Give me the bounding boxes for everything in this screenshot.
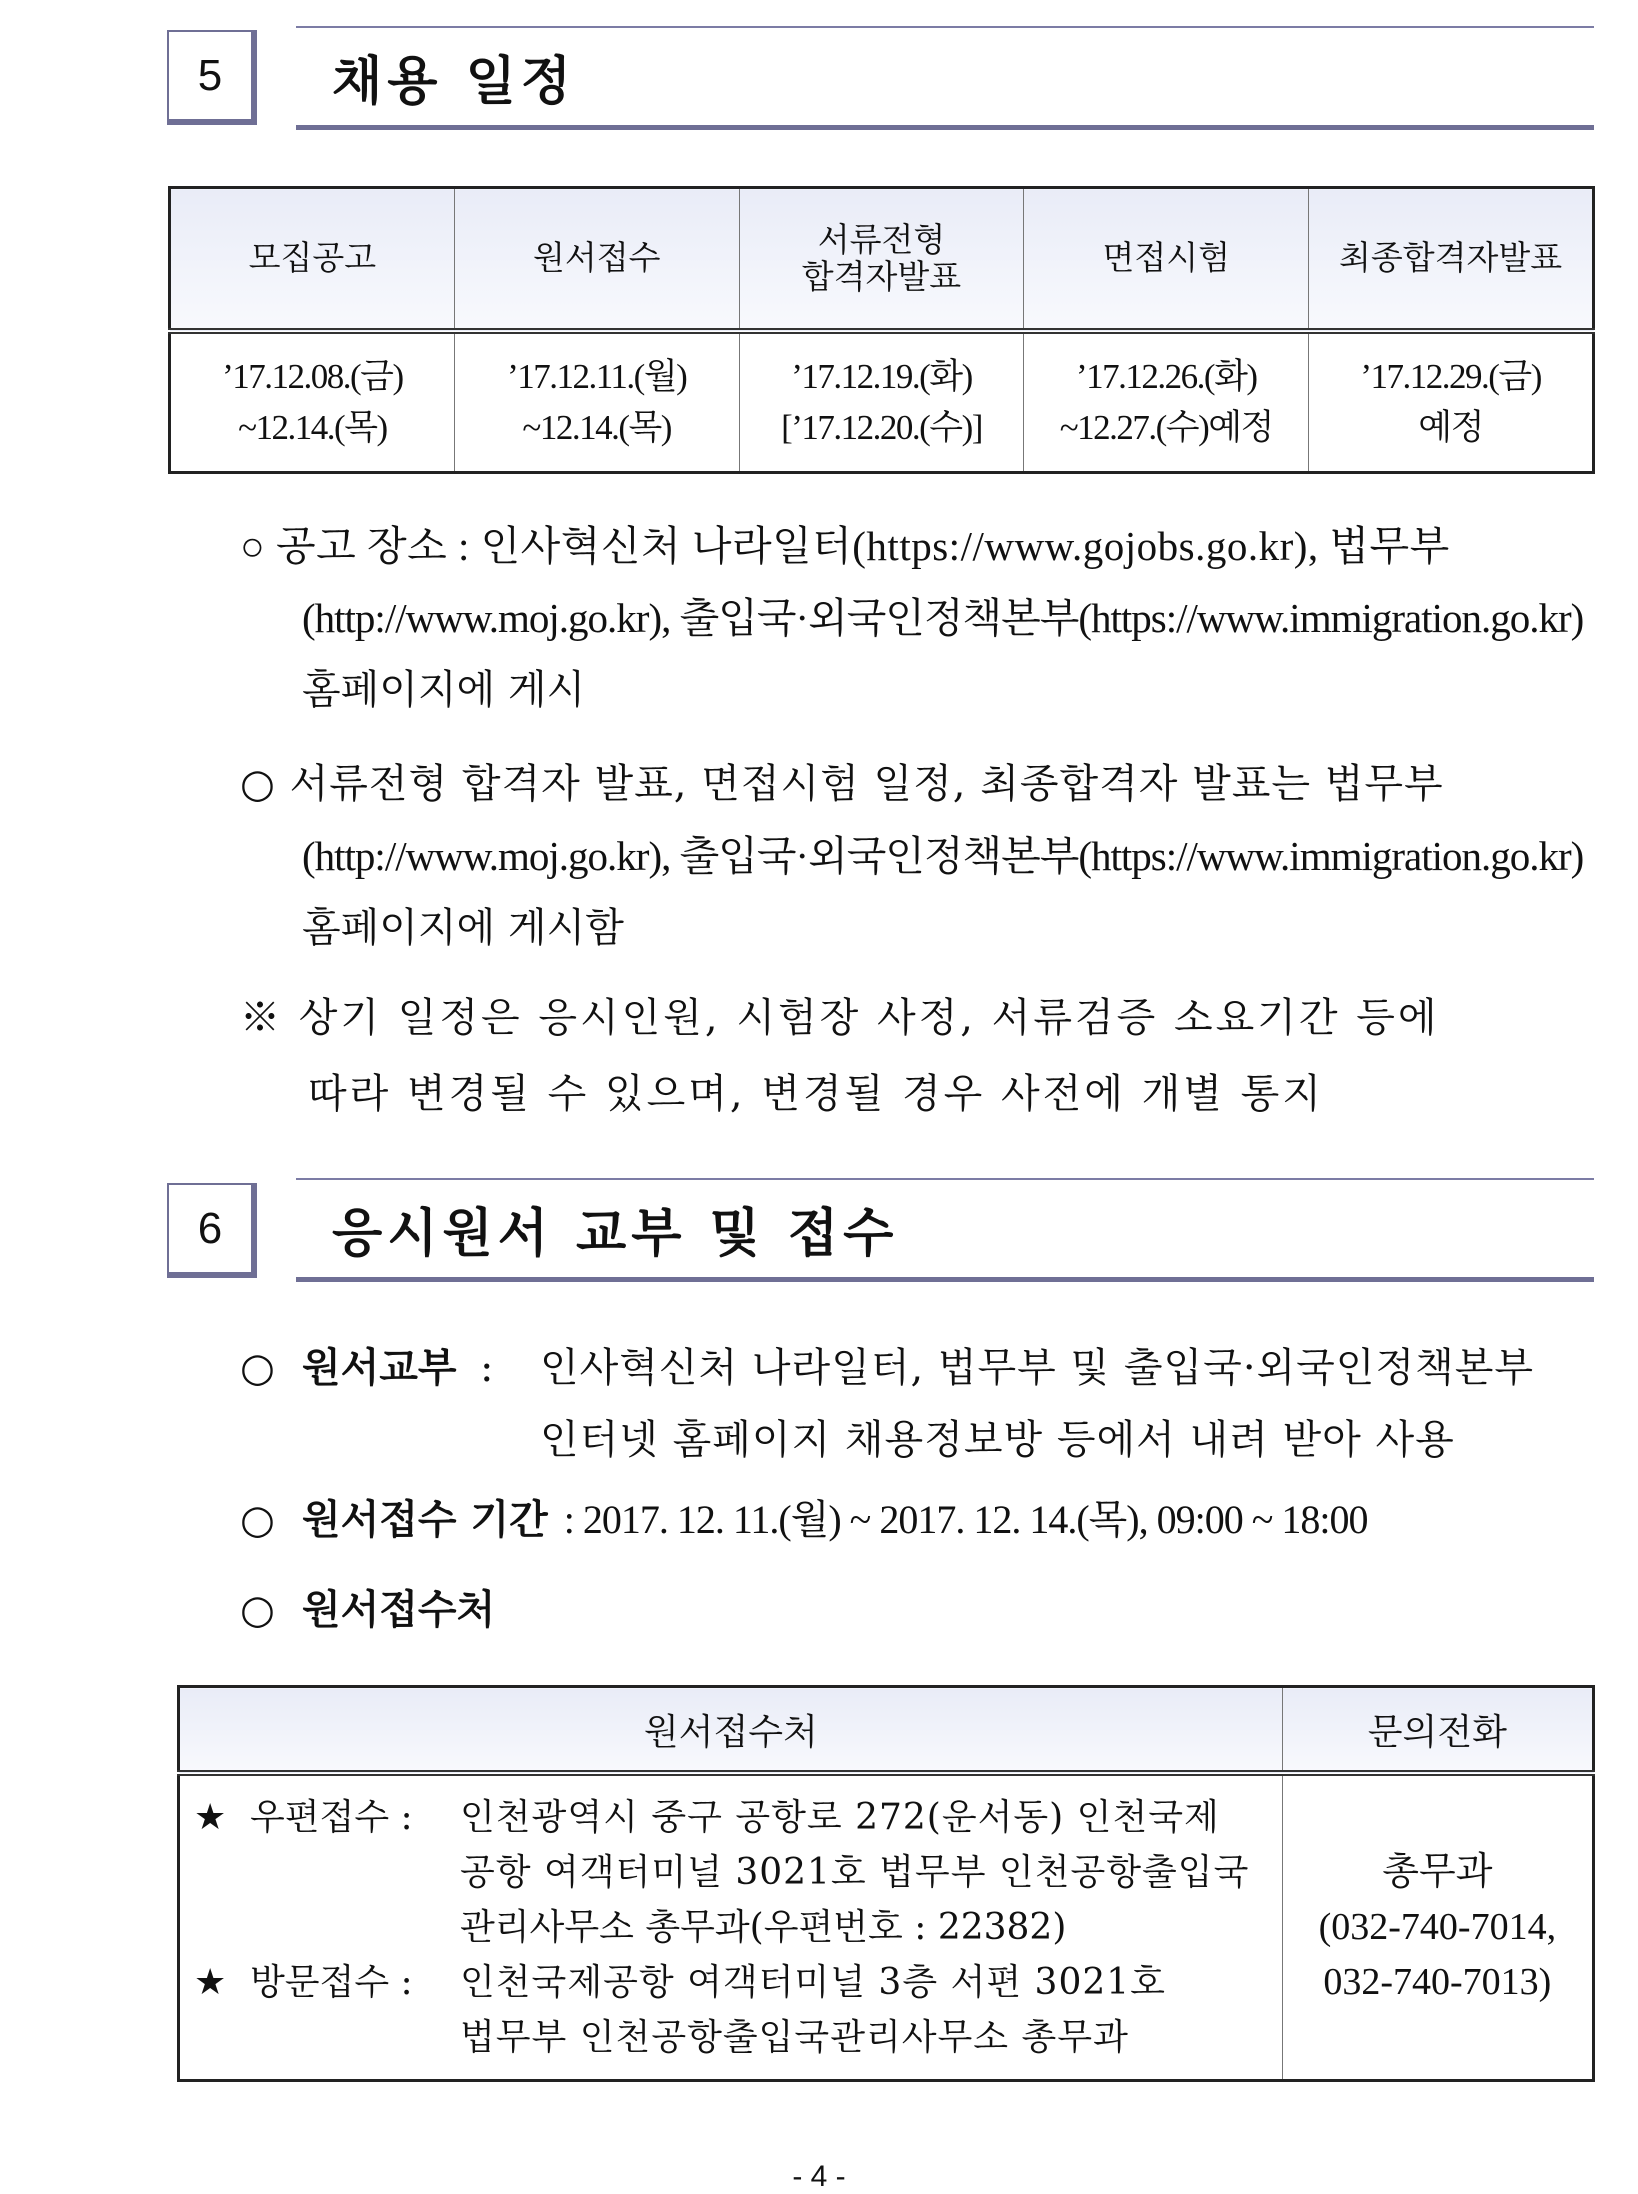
schedule-table	[168, 186, 1595, 474]
item1-line-1: 인사혁신처 나라일터, 법무부 및 출입국·외국인정책본부	[540, 1345, 1535, 1391]
item1-label: 원서교부	[302, 1345, 457, 1391]
header-notice: 모집공고	[170, 188, 455, 332]
application-distribution-item	[240, 1332, 1534, 1476]
item3-bullet: ○	[240, 1587, 275, 1633]
star-icon: ★	[194, 1962, 227, 2003]
para2-line-1: ○ 서류전형 합격자 발표, 면접시험 일정, 최종합격자 발표는 법무부	[240, 761, 1444, 807]
mail-line-3: 관리사무소 총무과(우편번호 : 22382)	[460, 1907, 1067, 1948]
date-interview: ’17.12.26.(화) ~12.27.(수)예정	[1024, 331, 1309, 473]
header-interview: 면접시험	[1024, 188, 1309, 332]
item2-bullet: ○	[240, 1497, 275, 1543]
item1-bullet: ○	[240, 1345, 275, 1391]
note-line-2: 따라 변경될 수 있으며, 변경될 경우 사전에 개별 통지	[308, 1071, 1324, 1117]
announcement-paragraph	[240, 748, 1604, 964]
contact-phone-cell	[1282, 1773, 1593, 2081]
reception-address-cell	[179, 1773, 1283, 2081]
visit-label: 방문접수 :	[250, 1962, 413, 2003]
section-5-title: 채용 일정	[296, 26, 1594, 130]
mail-line-1: 인천광역시 중구 공항로 272(운서동) 인천국제	[460, 1797, 1220, 1838]
phone-number-1: (032-740-7014,	[1318, 1906, 1557, 1948]
item1-line-2: 인터넷 홈페이지 채용정보방 등에서 내려 받아 사용	[540, 1417, 1455, 1463]
date-document-result: ’17.12.19.(화) [’17.12.20.(수)]	[739, 331, 1024, 473]
mail-reception	[194, 1790, 1272, 1845]
visit-line-1: 인천국제공항 여객터미널 3층 서편 3021호	[460, 1962, 1166, 2003]
para1-line-1: ○ 공고 장소 : 인사혁신처 나라일터(https://www.gojobs.go.kr), 법무부	[240, 523, 1450, 569]
header-document-result: 서류전형 합격자발표	[739, 188, 1024, 332]
para2-line-3: 홈페이지에 게시함	[302, 905, 624, 951]
note-line-1: ※ 상기 일정은 응시인원, 시험장 사정, 서류검증 소요기간 등에	[240, 995, 1440, 1041]
date-application: ’17.12.11.(월) ~12.14.(목)	[454, 331, 739, 473]
visit-reception	[194, 1955, 1272, 2010]
reception-header-row	[179, 1687, 1594, 1774]
para1-line-2: (http://www.moj.go.kr), 출입국·외국인정책본부(https://www.immigration.go.kr)	[302, 595, 1584, 641]
date-notice: ’17.12.08.(금) ~12.14.(목)	[170, 331, 455, 473]
schedule-change-note	[240, 980, 1604, 1132]
item2-label: 원서접수 기간	[302, 1497, 548, 1543]
item2-text: : 2017. 12. 11.(월) ~ 2017. 12. 14.(목), 09:00 ~ 18:00	[563, 1497, 1368, 1542]
page-number: - 4 -	[792, 2160, 846, 2193]
para1-line-3: 홈페이지에 게시	[302, 667, 586, 713]
phone-number-2: 032-740-7013)	[1323, 1961, 1552, 2003]
notice-location-paragraph	[240, 510, 1604, 726]
header-application: 원서접수	[454, 188, 739, 332]
visit-line-2: 법무부 인천공항출입국관리사무소 총무과	[460, 2017, 1129, 2058]
item3-label: 원서접수처	[302, 1587, 496, 1633]
application-office-item	[240, 1580, 495, 1640]
header-reception-office: 원서접수처	[179, 1687, 1283, 1774]
section-6-number: 6	[167, 1183, 257, 1278]
star-icon: ★	[194, 1797, 227, 1838]
mail-label: 우편접수 :	[250, 1797, 413, 1838]
reception-body-row	[179, 1773, 1594, 2081]
date-final-result: ’17.12.29.(금) 예정	[1309, 331, 1594, 473]
header-contact-phone: 문의전화	[1282, 1687, 1593, 1774]
mail-line-2: 공항 여객터미널 3021호 법무부 인천공항출입국	[460, 1852, 1250, 1893]
section-6-title: 응시원서 교부 및 접수	[296, 1178, 1594, 1282]
header-final-result: 최종합격자발표	[1309, 188, 1594, 332]
item1-separator: :	[480, 1345, 494, 1391]
schedule-date-row	[170, 331, 1594, 473]
application-period-item	[240, 1490, 1367, 1550]
section-5-number: 5	[167, 30, 257, 125]
para2-line-2: (http://www.moj.go.kr), 출입국·외국인정책본부(https://www.immigration.go.kr)	[302, 833, 1584, 879]
schedule-header-row	[170, 188, 1594, 332]
phone-dept: 총무과	[1382, 1851, 1493, 1893]
reception-table	[177, 1685, 1595, 2082]
